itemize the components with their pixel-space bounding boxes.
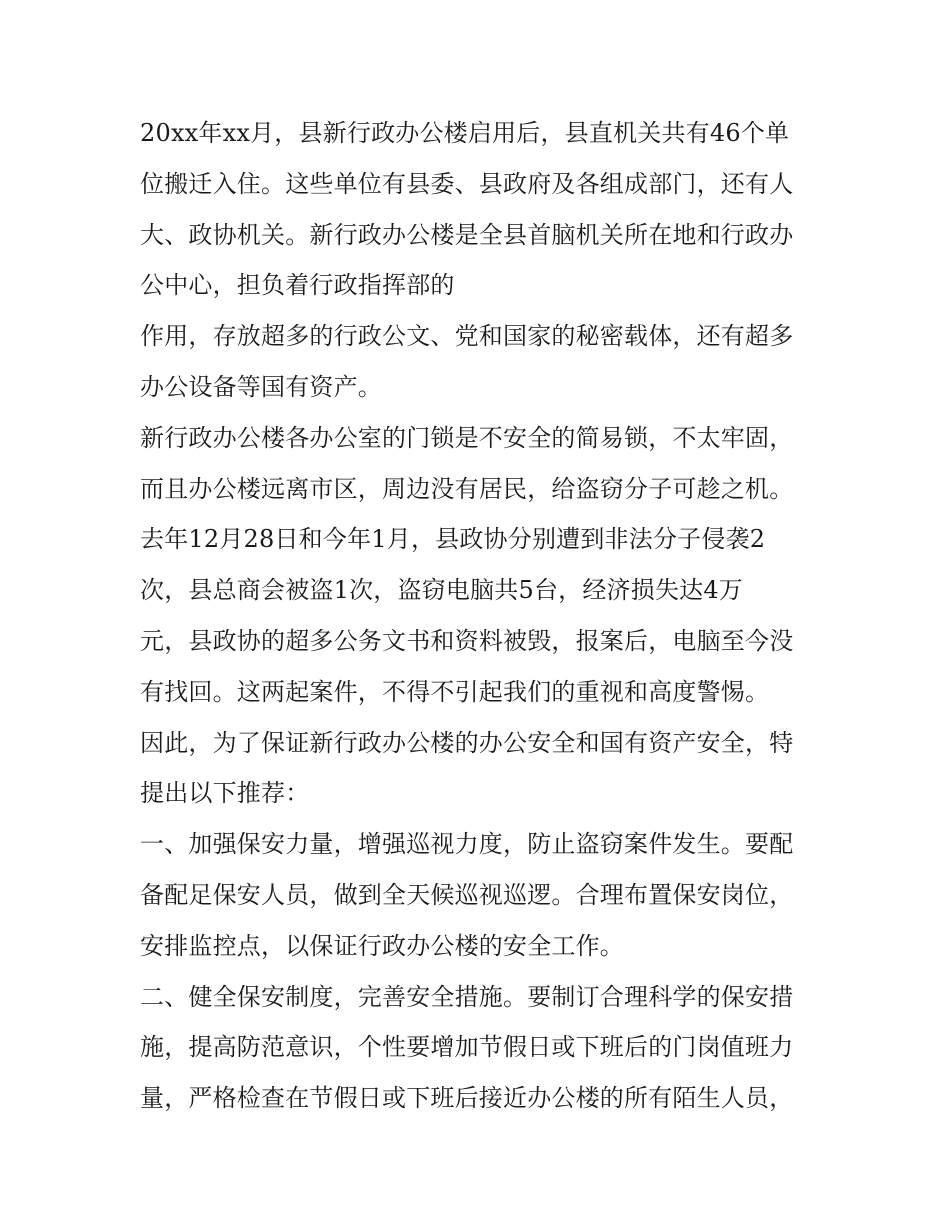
text-line: 新行政办公楼各办公室的门锁是不安全的简易锁，不太牢固， — [140, 423, 794, 452]
text-line: 公中心，担负着行政指挥部的 — [140, 271, 455, 300]
text-line: 二、健全保安制度，完善安全措施。要制订合理科学的保安措 — [140, 982, 794, 1011]
text-line: 有找回。这两起案件，不得不引起我们的重视和高度警惕。 — [140, 677, 770, 706]
text-line: 因此，为了保证新行政办公楼的办公安全和国有资产安全，特 — [140, 728, 794, 757]
text-line: 位搬迁入住。这些单位有县委、县政府及各组成部门，还有人 — [140, 169, 794, 198]
document-body — [140, 108, 820, 1124]
text-line: 去年12月28日和今年1月，县政协分别遭到非法分子侵袭2 — [140, 525, 766, 554]
text-line: 20xx年xx月，县新行政办公楼启用后，县直机关共有46个单 — [140, 119, 790, 147]
text-line: 施，提高防范意识，个性要增加节假日或下班后的门岗值班力 — [140, 1033, 794, 1062]
text-line: 次，县总商会被盗1次，盗窃电脑共5台，经济损失达4万 — [140, 576, 744, 605]
text-line: 安排监控点，以保证行政办公楼的安全工作。 — [140, 931, 624, 960]
text-line: 提出以下推荐： — [140, 779, 310, 808]
text-line: 一、加强保安力量，增强巡视力度，防止盗窃案件发生。要配 — [140, 830, 794, 859]
text-line: 备配足保安人员，做到全天候巡视巡逻。合理布置保安岗位， — [140, 880, 794, 909]
text-line: 元，县政协的超多公务文书和资料被毁，报案后，电脑至今没 — [140, 626, 794, 655]
text-line: 作用，存放超多的行政公文、党和国家的秘密载体，还有超多 — [140, 322, 794, 351]
text-line: 大、政协机关。新行政办公楼是全县首脑机关所在地和行政办 — [140, 220, 794, 249]
text-line: 而且办公楼远离市区，周边没有居民，给盗窃分子可趁之机。 — [140, 474, 794, 503]
text-line: 办公设备等国有资产。 — [140, 372, 382, 401]
text-line: 量，严格检查在节假日或下班后接近办公楼的所有陌生人员， — [140, 1084, 794, 1113]
